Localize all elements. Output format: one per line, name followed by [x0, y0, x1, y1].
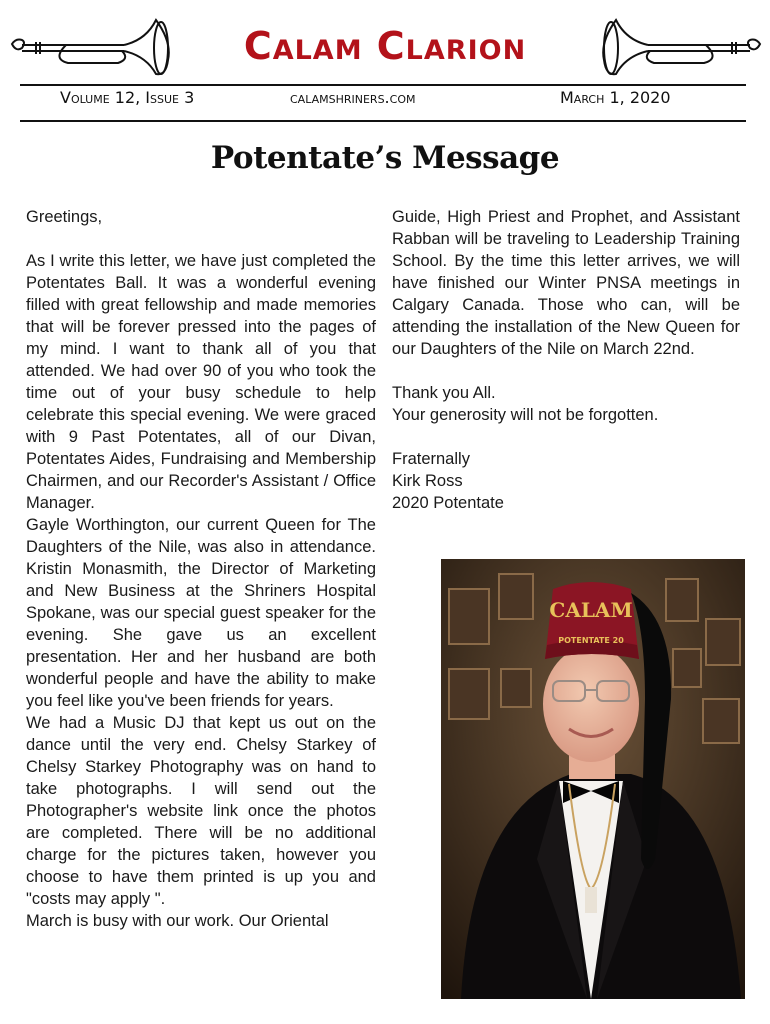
closing: Fraternally: [392, 450, 470, 468]
body-paragraph: Guide, High Priest and Prophet, and Assistant Rabban will be traveling to Leadership Training School. By the time this letter arrives, we will have finished our Winter PNSA meetings in Calgary Canada. Those who can, will be attending the installation of the New Queen for our Daughters of the Nile on March 22nd.: [392, 208, 740, 358]
masthead-top-rule: [20, 84, 746, 86]
bugle-right-icon: [596, 12, 766, 82]
greeting: Greetings,: [26, 208, 103, 226]
masthead-bottom-rule: [20, 120, 746, 122]
body-paragraph: As I write this letter, we have just completed the Potentates Ball. It was a wonderful evening filled with great fellowship and made memories that will be forever pressed into the pages of my mind. I want to thank all of you that attended. We had over 90 of you who took the time out of your busy schedule to help celebrate this special evening. We were graced with 9 Past Potentates, all of our Divan, Potentates Aides, Fundraising and Membership Chairmen, and our Recorder's Assistant / Office Manager.: [26, 252, 376, 512]
potentate-photo: [441, 559, 745, 999]
article-left-column: [26, 206, 376, 932]
website-link[interactable]: calamshriners.com: [290, 88, 416, 107]
body-paragraph: Gayle Worthington, our current Queen for The Daughters of the Nile, was also in attendance. Kristin Monasmith, the Director of Marketing and New Business at the Shriners Hospital Spokane, was our special guest speaker for the evening. She gave us an excellent presentation. Her and her husband are both wonderful people and have the ability to make you feel like you've been friends for years.: [26, 516, 376, 710]
article-right-column: [392, 206, 740, 514]
thanks-line: Thank you All.: [392, 384, 496, 402]
body-paragraph: March is busy with our work. Our Oriental: [26, 912, 329, 930]
signature-name: Kirk Ross: [392, 472, 463, 490]
potentate-portrait-image: [441, 559, 745, 999]
volume-issue: Volume 12, Issue 3: [60, 88, 195, 107]
body-paragraph: We had a Music DJ that kept us out on the dance until the very end. Chelsy Starkey of Chelsy Starkey Photography was on hand to take photographs. I will send out the Photographer's website link once the photos are completed. There will be no additional charge for the pictures taken, however you choose to have them printed is up you and "costs may apply ".: [26, 714, 376, 908]
article-headline: Potentate’s Message: [210, 140, 560, 176]
issue-date: March 1, 2020: [560, 88, 671, 107]
fez-band-text: POTENTATE 20: [558, 636, 624, 645]
newsletter-title: Calam Clarion: [243, 24, 527, 68]
signature-title: 2020 Potentate: [392, 494, 504, 512]
thanks-line: Your generosity will not be forgotten.: [392, 406, 659, 424]
fez-emblem-text: CALAM: [549, 598, 633, 622]
